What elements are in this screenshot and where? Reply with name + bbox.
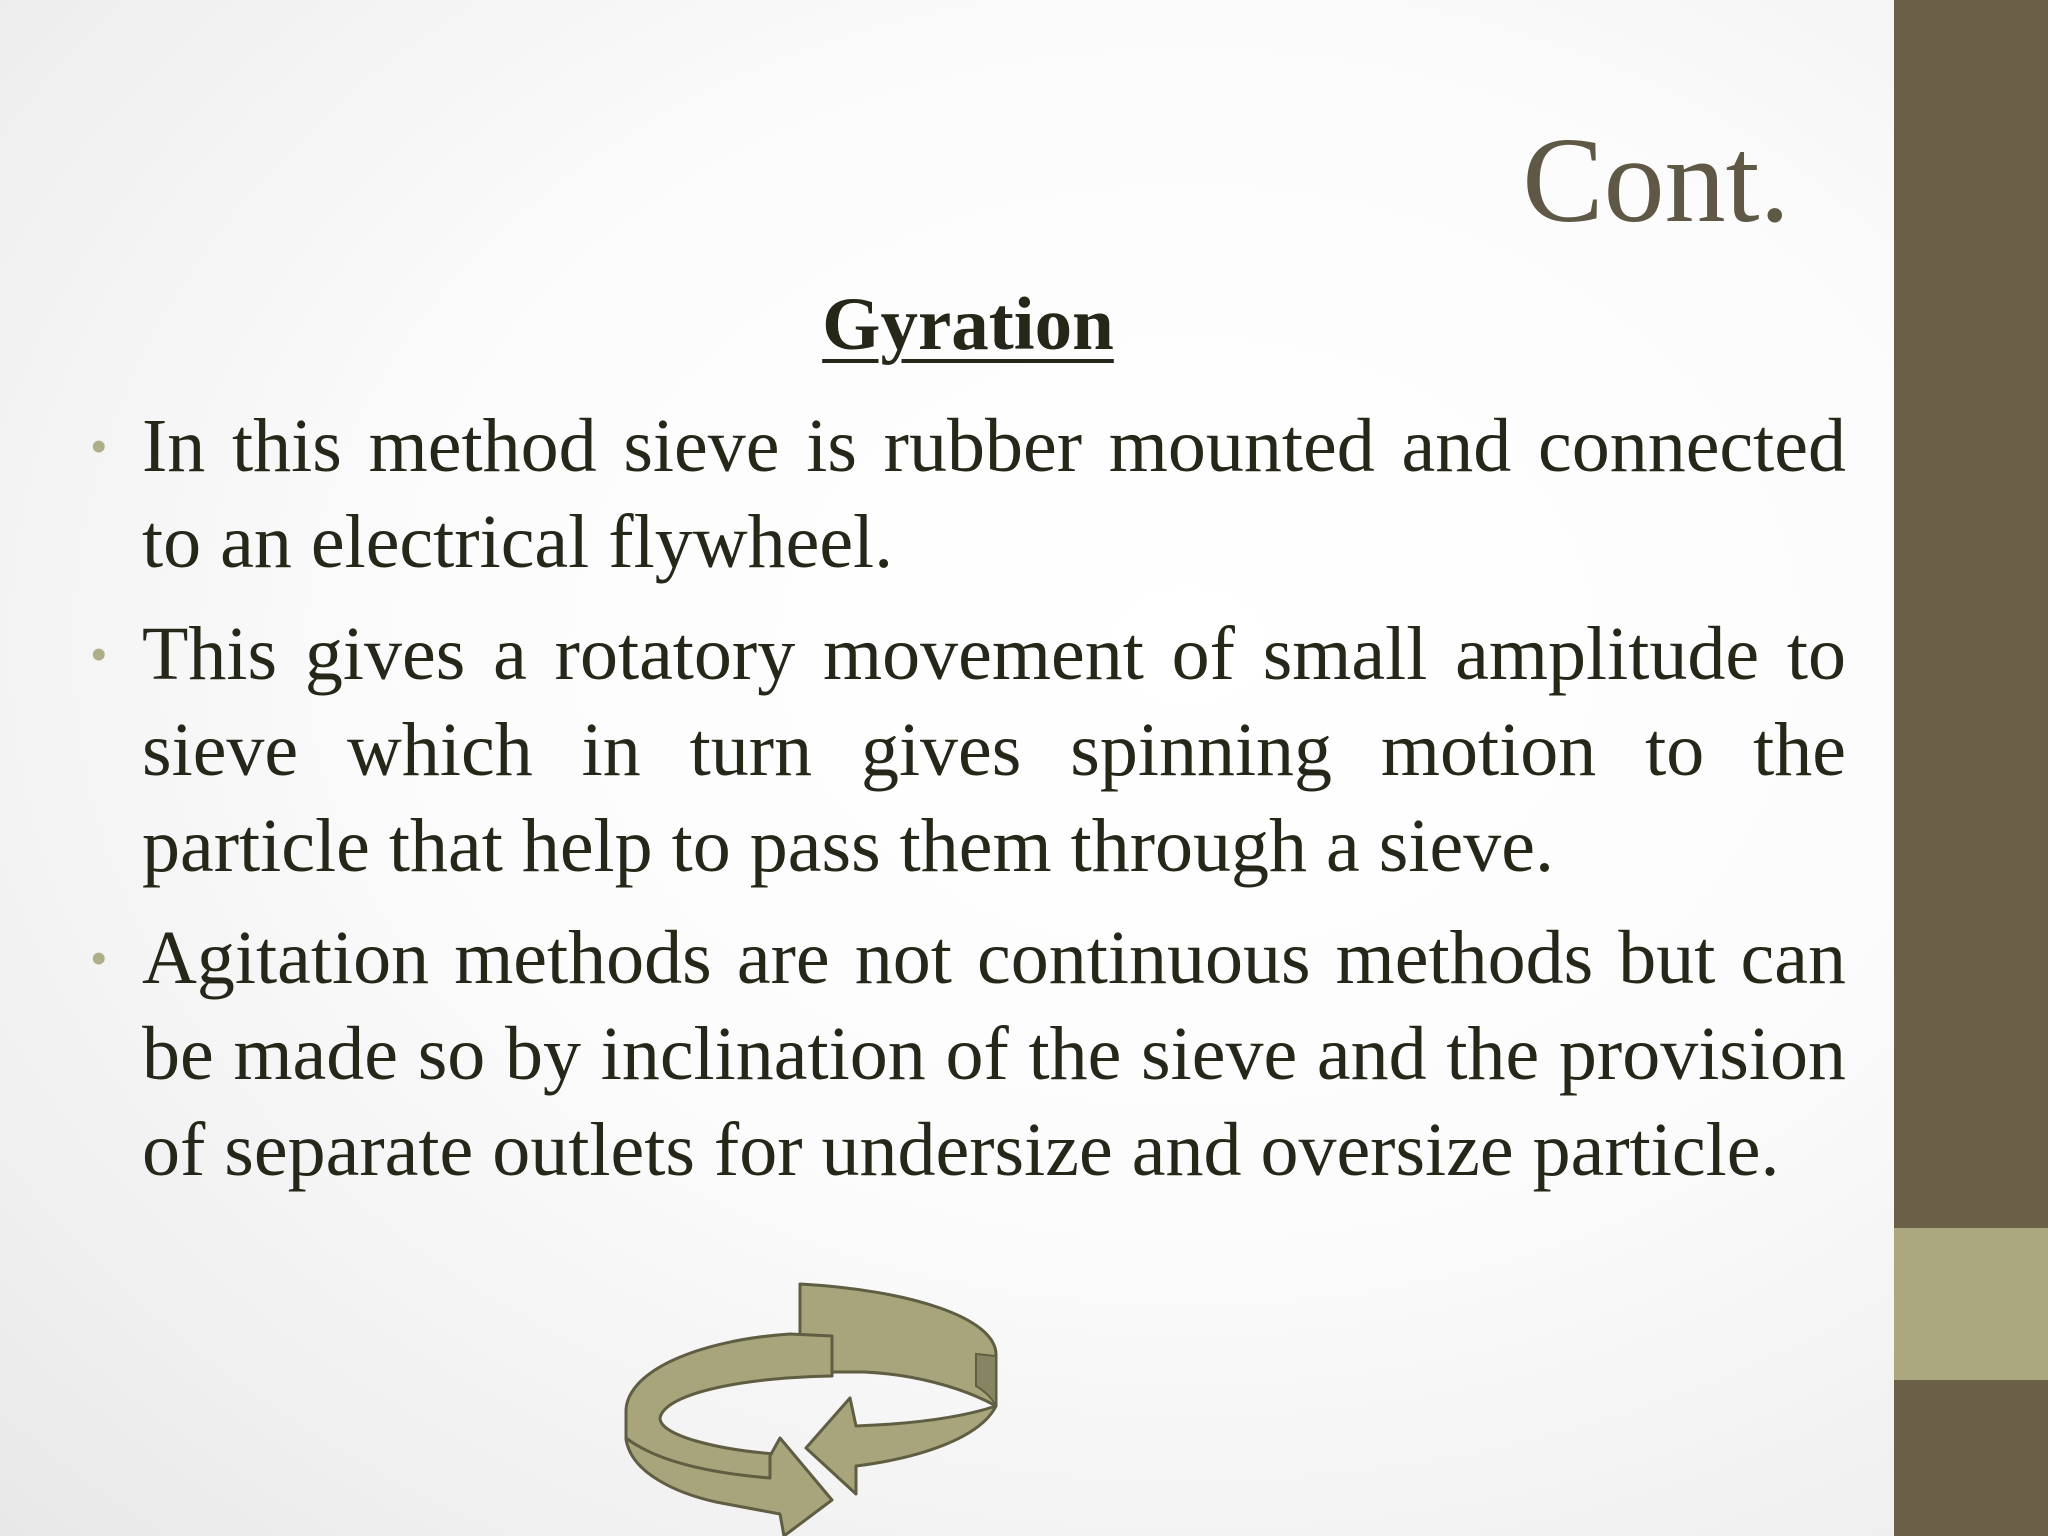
- sidebar-band-bottom: [1894, 1380, 2048, 1536]
- slide-subtitle: Gyration: [822, 283, 1114, 366]
- bullet-item: • Agitation methods are not continuous methods but can be made so by inclination of the sieve and the provision of separate outlets for undersize and oversize particle.: [142, 910, 1846, 1198]
- upper-arrowhead: [806, 1398, 996, 1494]
- circular-arrows-icon: [620, 1278, 1000, 1536]
- slide-title: Cont.: [1522, 113, 1790, 248]
- bullet-item: • This gives a rotatory movement of small amplitude to sieve which in turn gives spinning motion to the particle that help to pass them through a sieve.: [142, 606, 1846, 894]
- bullet-list: [142, 398, 1846, 1214]
- sidebar-decoration: [1894, 0, 2048, 1536]
- sidebar-band-middle: [1894, 1228, 2048, 1380]
- sidebar-band-top: [1894, 0, 2048, 1228]
- bullet-item: • In this method sieve is rubber mounted and connected to an electrical flywheel.: [142, 398, 1846, 590]
